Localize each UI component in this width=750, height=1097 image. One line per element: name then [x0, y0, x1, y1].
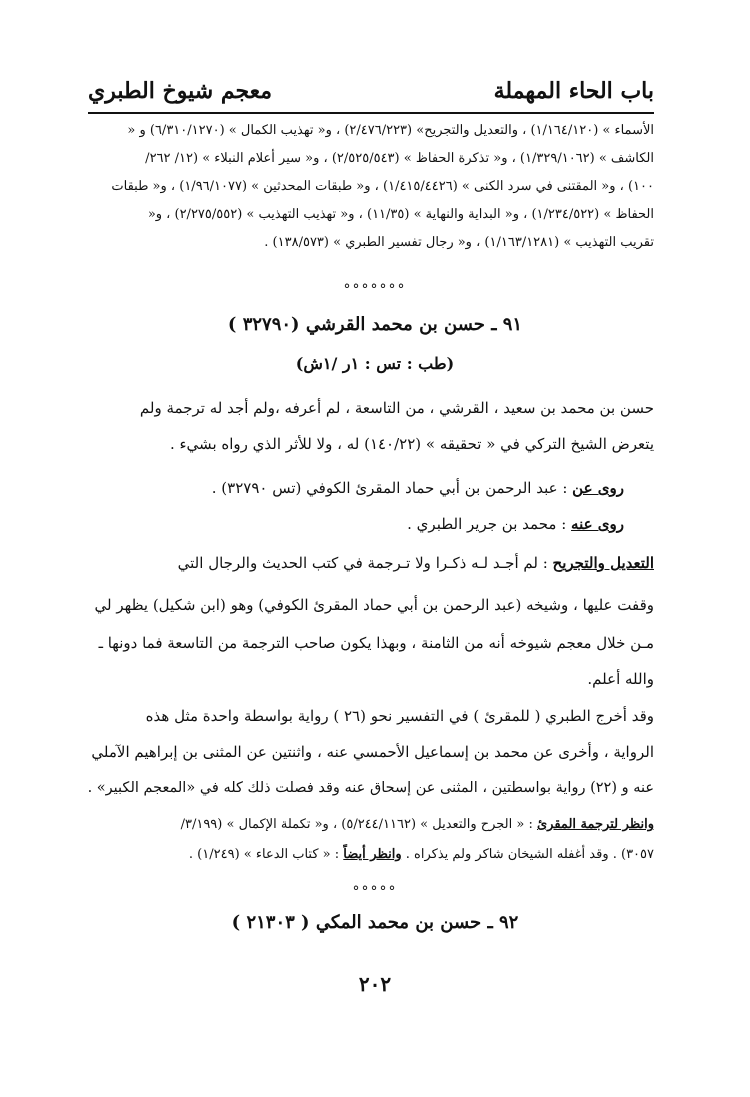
footnote-text: : « الجرح والتعديل » (٥/٢٤٤/١١٦٢) ، و« تكملة الإكمال » (٣/١٩٩/ [180, 817, 533, 832]
entry-code: (طب : تس : ١ر /١ش) [295, 354, 455, 373]
narrated-by-text: : محمد بن جرير الطبري . [407, 515, 567, 533]
narrated-by-label: روى عنه [571, 515, 624, 533]
footnote-line [92, 846, 654, 864]
footnote-label: وانظر لترجمة المقرئ [537, 817, 654, 832]
footnote-also-label: وانظر أيضاً [343, 847, 402, 862]
footnote-text: ٣٠٥٧) . وقد أغفله الشيخان شاكر ولم يذكراه . [405, 847, 654, 862]
assessment-label: التعديل والتجريح [552, 554, 654, 572]
narrated-from-label: روى عن [572, 479, 624, 497]
entry-title: ٩٢ ـ حسن بن محمد المكي ( ٢١٣٠٣ ) [231, 912, 519, 933]
running-header [88, 72, 654, 112]
assessment-line: وقفت عليها ، وشيخه (عبد الرحمن بن أبي حماد المقرئ الكوفي) وهو (ابن شكيل) يظهر لي [94, 596, 654, 614]
narrations-line: الرواية ، وأخرى عن محمد بن إسماعيل الأحمسي عنه ، واثنتين عن المثنى بن إبراهيم الآملي [91, 743, 654, 761]
reference-line: الأسماء » (١/١٦٤/١٢٠) ، والتعديل والتجريح» (٢/٤٧٦/٢٢٣) ، و« تهذيب الكمال » (٦/٣١٠/١٢٧٠) و « [127, 123, 654, 138]
narrations-line: وقد أخرج الطبري ( للمقرئ ) في التفسير نحو (٢٦ ) رواية بواسطة واحدة مثل هذه [145, 707, 654, 725]
reference-line: ١٠٠) ، و« المقتنى في سرد الكنى » (١/٤١٥/٤٤٢٦) ، و« طبقات المحدثين » (١/٩٦/١٠٧٧) ، و« طبقات [111, 179, 654, 194]
narrations-line: عنه و (٢٢) رواية بواسطتين ، المثنى عن إسحاق عنه وقد فصلت ذلك كله في «المعجم الكبير» . [87, 780, 654, 796]
reference-line: تقريب التهذيب » (١/١٦٣/١٢٨١) ، و« رجال تفسير الطبري » (١٣٨/٥٧٣) . [264, 235, 654, 250]
assessment-line [89, 552, 654, 574]
reference-line: الكاشف » (١/٣٢٩/١٠٦٢) ، و« تذكرة الحفاظ » (٢/٥٢٥/٥٤٣) ، و« سير أعلام النبلاء » (١٢/ ٢٦٢/ [145, 151, 654, 166]
book-title: معجم شيوخ الطبري [88, 78, 273, 104]
page-number: ٢٠٢ [358, 972, 392, 996]
biography-line: يتعرض الشيخ التركي في « تحقيقه » (١٤٠/٢٢) له ، ولا للأثر الذي رواه بشيء . [169, 435, 654, 453]
chapter-title: باب الحاء المهملة [493, 78, 654, 104]
assessment-line: مـن خلال معجم شيوخه أنه من الثامنة ، وبهذا يكون صاحب الترجمة من التاسعة فما دونها ـ [98, 634, 654, 652]
footnote-line [92, 816, 654, 834]
section-separator: °°°°° [352, 884, 398, 900]
narrated-by [59, 513, 624, 535]
narrated-from-text: : عبد الرحمن بن أبي حماد المقرئ الكوفي (تس ٣٢٧٩٠) . [211, 479, 568, 497]
biography-line: حسن بن محمد بن سعيد ، القرشي ، من التاسعة ، لم أعرفه ،ولم أجد له ترجمة ولم [139, 399, 654, 417]
footnote-text: : « كتاب الدعاء » (١/٢٤٩) . [188, 847, 340, 862]
header-rule [88, 112, 654, 114]
reference-line: الحفاظ » (١/٢٣٤/٥٢٢) ، و« البداية والنهاية » (١١/٣٥) ، و« تهذيب التهذيب » (٢/٢٧٥/٥٥٢) ، و« [147, 207, 654, 222]
narrated-from [59, 477, 624, 499]
assessment-text: : لم أجـد لـه ذكـرا ولا تـرجمة في كتب الحديث والرجال التي [177, 554, 548, 572]
entry-title: ٩١ ـ حسن بن محمد القرشي (٣٢٧٩٠ ) [227, 314, 523, 335]
section-separator: °°°°°°° [343, 282, 407, 298]
assessment-line: والله أعلم. [587, 670, 654, 688]
